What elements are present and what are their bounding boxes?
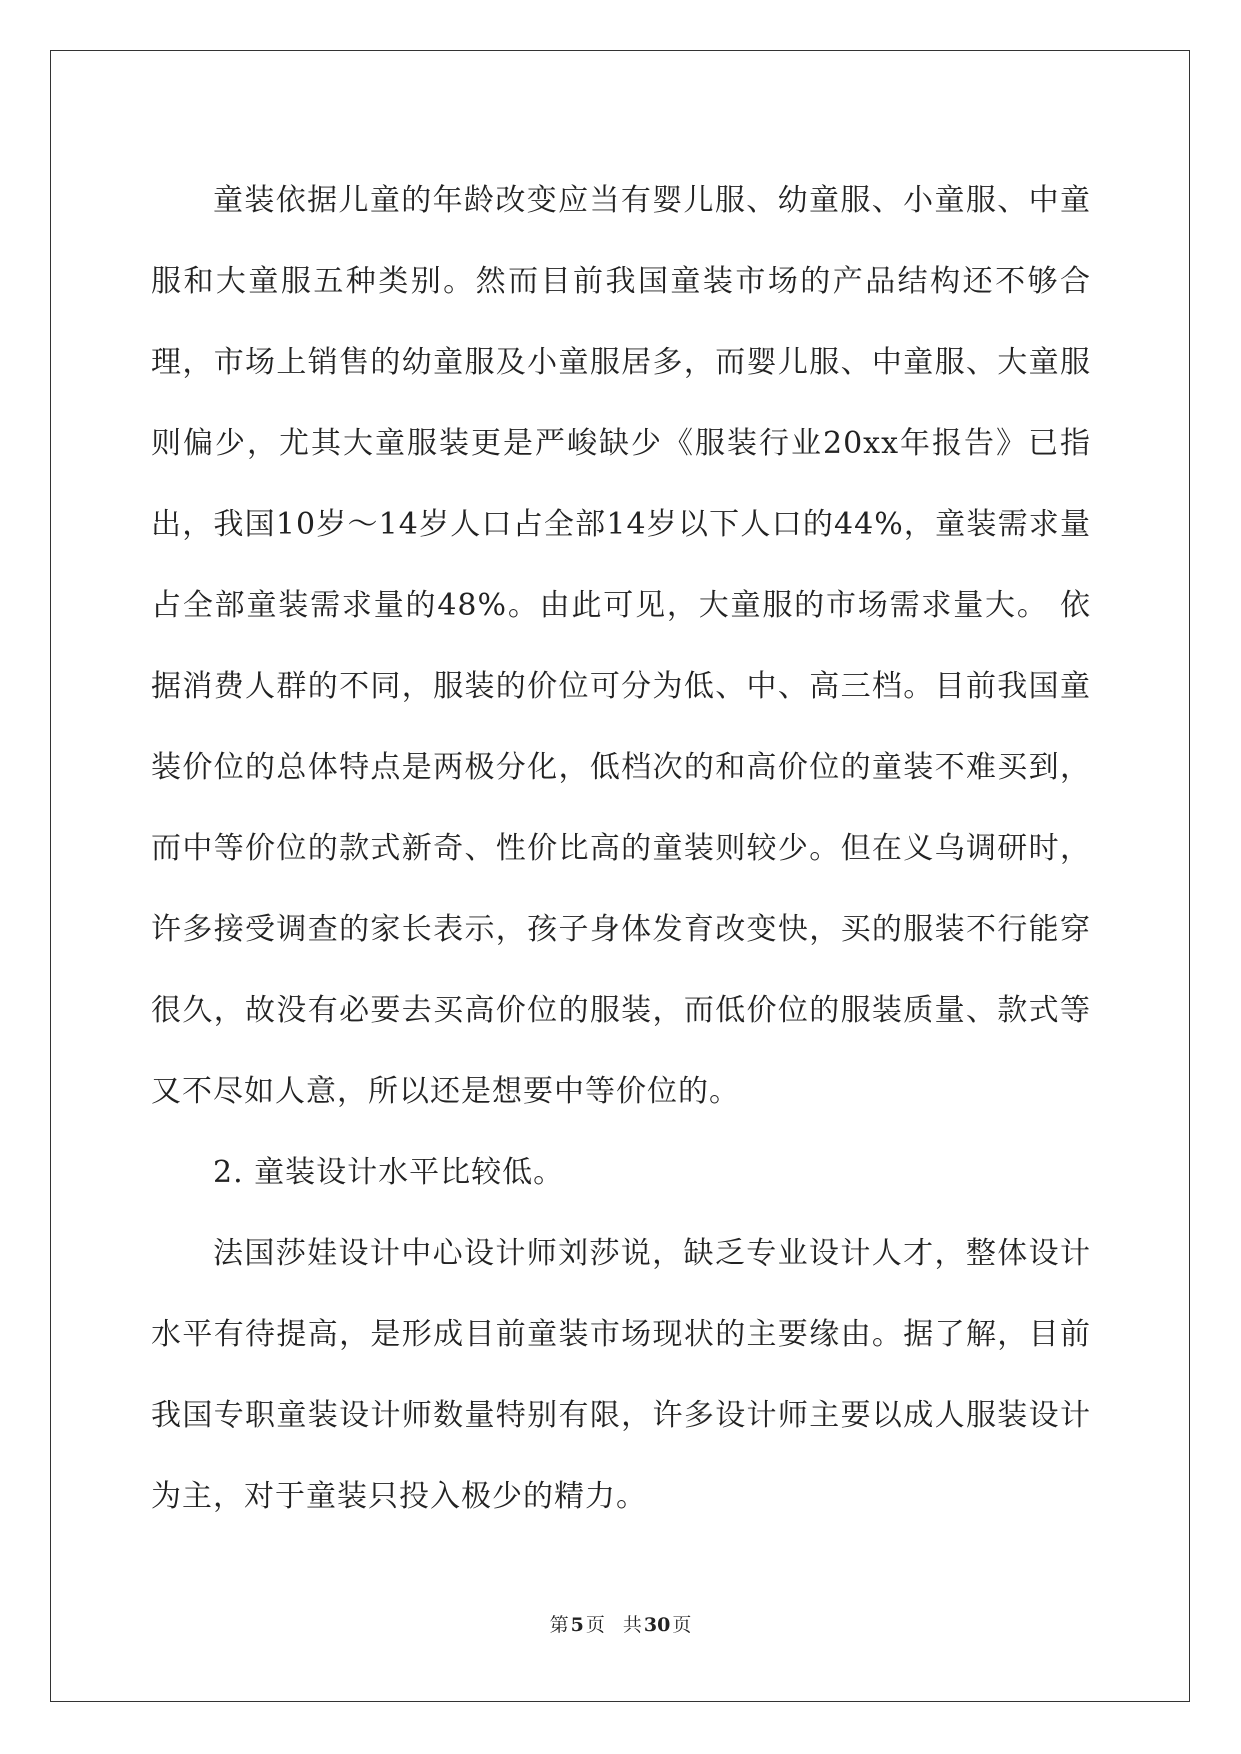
document-body [151,160,1091,1537]
page-prefix: 第 [549,1614,569,1636]
section-heading: 2. 童装设计水平比较低。 [213,1155,565,1190]
page-footer [0,1610,1241,1637]
page-unit: 页 [585,1614,605,1636]
paragraph: 童装依据儿童的年龄改变应当有婴儿服、幼童服、小童服、中童服和大童服五种类别。然而目前我国童装市场的产品结构还不够合理，市场上销售的幼童服及小童服居多，而婴儿服、中童服、大童服则偏少，尤其大童服装更是严峻缺少《服装行业20xx年报告》已指出，我国10岁～14岁人口占全部14岁以下人口的44%，童装需求量占全部童装需求量的48%。由此可见，大童服的市场需求量大。 依据消费人群的不同，服装的价位可分为低、中、高三档。目前我国童装价位的总体特点是两极分化，低档次的和高价位的童装不难买到，而中等价位的款式新奇、性价比高的童装则较少。但在义乌调研时，许多接受调查的家长表示，孩子身体发育改变快，买的服装不行能穿很久，故没有必要去买高价位的服装，而低价位的服装质量、款式等又不尽如人意，所以还是想要中等价位的。 [151,183,1091,1109]
total-pages: 30 [643,1614,671,1636]
total-prefix: 共 [622,1614,642,1636]
total-unit: 页 [672,1614,692,1636]
paragraph: 法国莎娃设计中心设计师刘莎说，缺乏专业设计人才，整体设计水平有待提高，是形成目前童装市场现状的主要缘由。据了解，目前我国专职童装设计师数量特别有限，许多设计师主要以成人服装设计为主，对于童装只投入极少的精力。 [151,1236,1091,1514]
page-number: 5 [570,1614,584,1636]
